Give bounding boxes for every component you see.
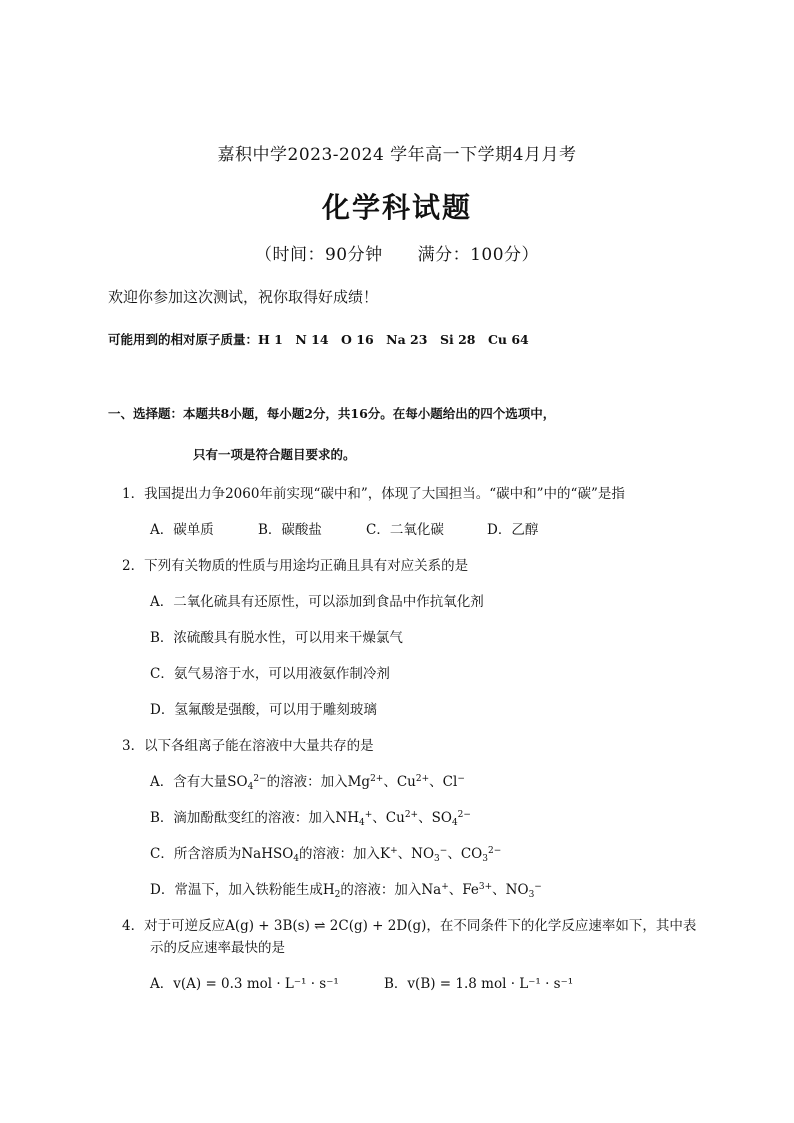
- q3-option-a: A．含有大量$SO_4^{2-}$的溶液：加入$Mg^{2+}$、$Cu^{2+}$、Cl−: [150, 774, 465, 792]
- q2-option-c: C．氨气易溶于水，可以用液氨作制冷剂: [150, 666, 390, 682]
- q4-option-b: B．v(B) = 1.8 mol · L⁻¹ · s⁻¹: [384, 976, 574, 992]
- q3-option-d: D．常温下，加入铁粉能生成$H_2$的溶液：加入Na+、$Fe^{3+}$、$NO_3^-$: [150, 882, 542, 900]
- question-2: 2．下列有关物质的性质与用途均正确且具有对应关系的是: [122, 558, 469, 574]
- greeting: 欢迎你参加这次测试，祝你取得好成绩！: [108, 288, 379, 306]
- q3-option-c: C．所含溶质为NaHSO$_4$的溶液：加入K+、$NO_3^-$、$CO_3^{2-}$: [150, 846, 502, 864]
- time-info: （时间：90分钟 满分：100分）: [254, 245, 540, 265]
- q4-option-a: A．v(A) = 0.3 mol · L⁻¹ · s⁻¹: [150, 976, 339, 992]
- section-heading-cont: 只有一项是符合题目要求的。: [193, 447, 356, 462]
- q1-option-a: A．碳单质: [150, 522, 214, 538]
- q3-option-b: B．滴加酚酞变红的溶液：加入$NH_4^+$、$Cu^{2+}$、$SO_4^{2-}$: [150, 810, 471, 828]
- page-title: 化学科试题: [321, 191, 472, 224]
- question-4: 4．对于可逆反应A(g) + 3B(s) ⇌ 2C(g) + 2D(g)，在不同条件下的化学反应速率如下，其中表: [122, 918, 697, 934]
- question-3: 3．以下各组离子能在溶液中大量共存的是: [122, 738, 374, 754]
- q1-option-b: B．碳酸盐: [258, 522, 322, 538]
- section-heading: 一、选择题：本题共8小题，每小题2分，共16分。在每小题给出的四个选项中，: [108, 406, 556, 421]
- q1-option-d: D．乙醇: [487, 522, 539, 538]
- q2-option-d: D．氢氟酸是强酸，可以用于雕刻玻璃: [150, 702, 377, 718]
- q2-option-b: B．浓硫酸具有脱水性，可以用来干燥氯气: [150, 630, 403, 646]
- exam-header: 嘉积中学2023-2024 学年高一下学期4月月考: [217, 145, 577, 165]
- question-4-cont: 示的反应速率最快的是: [150, 940, 285, 956]
- question-1: 1．我国提出力争2060年前实现“碳中和”，体现了大国担当。“碳中和”中的“碳”是指: [122, 486, 625, 502]
- atomic-masses: 可能用到的相对原子质量：H 1 N 14 O 16 Na 23 Si 28 Cu 64: [108, 332, 529, 347]
- q2-option-a: A．二氧化硫具有还原性，可以添加到食品中作抗氧化剂: [150, 594, 484, 610]
- q1-option-c: C．二氧化碳: [366, 522, 444, 538]
